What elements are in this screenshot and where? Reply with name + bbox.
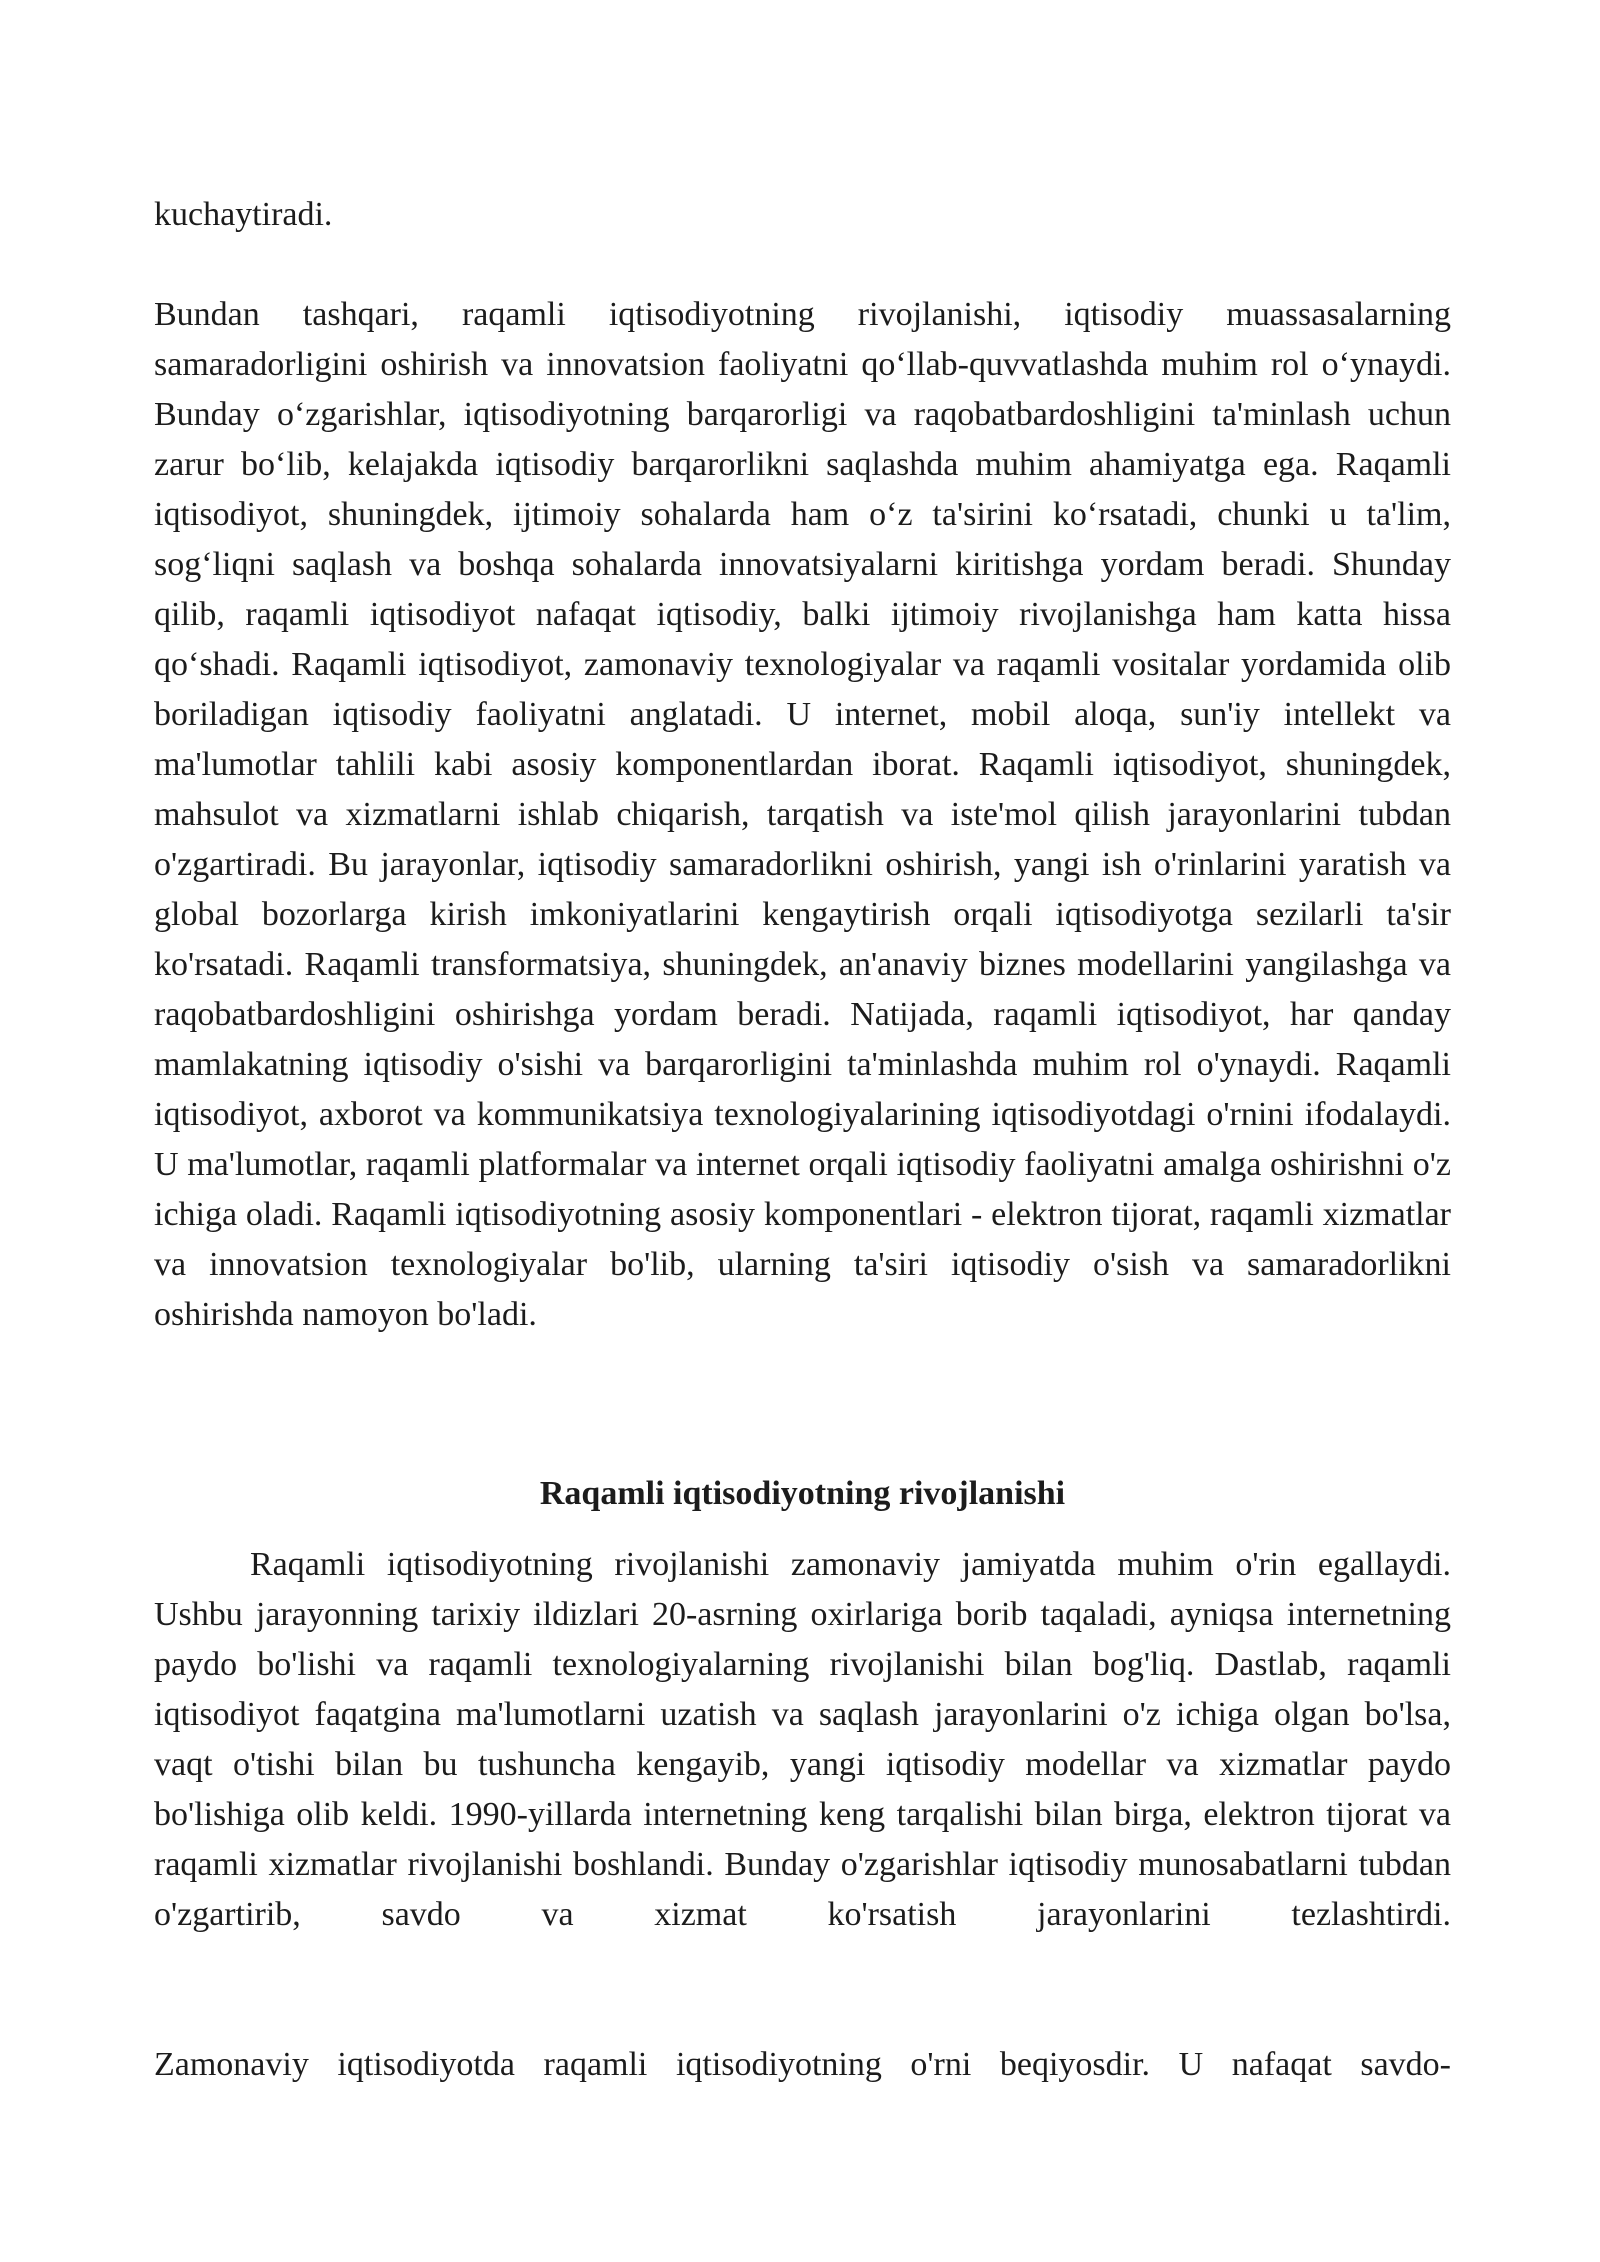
body-paragraph: Zamonaviy iqtisodiyotda raqamli iqtisodiyotning o'rni beqiyosdir. U nafaqat savdo- bbox=[154, 2046, 1451, 2083]
body-paragraph: Bundan tashqari, raqamli iqtisodiyotning rivojlanishi, iqtisodiy muassasalarning samaradorligini oshirish va innovatsion faoliyatni qo‘llab-quvvatlashda muhim rol o‘ynaydi. Bunday o‘zgarishlar, iqtisodiyotning barqarorligi va raqobatbardoshligini ta'minlash uchun zarur bo‘lib, kelajakda iqtisodiy barqarorlikni saqlashda muhim ahamiyatga ega. Raqamli iqtisodiyot, shuningdek, ijtimoiy sohalarda ham o‘z ta'sirini ko‘rsatadi, chunki u ta'lim, sog‘liqni saqlash va boshqa sohalarda innovatsiyalarni kiritishga yordam beradi. Shunday qilib, raqamli iqtisodiyot nafaqat iqtisodiy, balki ijtimoiy rivojlanishga ham katta hissa qo‘shadi. Raqamli iqtisodiyot, zamonaviy texnologiyalar va raqamli vositalar yordamida olib boriladigan iqtisodiy faoliyatni anglatadi. U internet, mobil aloqa, sun'iy intellekt va ma'lumotlar tahlili kabi asosiy komponentlardan iborat. Raqamli iqtisodiyot, shuningdek, mahsulot va xizmatlarni ishlab chiqarish, tarqatish va iste'mol qilish jarayonlarini tubdan o'zgartiradi. Bu jarayonlar, iqtisodiy samaradorlikni oshirish, yangi ish o'rinlarini yaratish va global bozorlarga kirish imkoniyatlarini kengaytirish orqali iqtisodiyotga sezilarli ta'sir ko'rsatadi. Raqamli transformatsiya, shuningdek, an'anaviy biznes modellarini yangilashga va raqobatbardoshligini oshirishga yordam beradi. Natijada, raqamli iqtisodiyot, har qanday mamlakatning iqtisodiy o'sishi va barqarorligini ta'minlashda muhim rol o'ynaydi. Raqamli iqtisodiyot, axborot va kommunikatsiya texnologiyalarining iqtisodiyotdagi o'rnini ifodalaydi. U ma'lumotlar, raqamli platformalar va internet orqali iqtisodiy faoliyatni amalga oshirishni o'z ichiga oladi. Raqamli iqtisodiyotning asosiy komponentlari - elektron tijorat, raqamli xizmatlar va innovatsion texnologiyalar bo'lib, ularning ta'siri iqtisodiy o'sish va samaradorlikni oshirishda namoyon bo'ladi. bbox=[154, 296, 1451, 1333]
continuation-line: kuchaytiradi. bbox=[154, 196, 333, 233]
section-heading: Raqamli iqtisodiyotning rivojlanishi bbox=[539, 1475, 1066, 1512]
body-paragraph: Raqamli iqtisodiyotning rivojlanishi zamonaviy jamiyatda muhim o'rin egallaydi. Ushbu jarayonning tarixiy ildizlari 20-asrning oxirlariga borib taqaladi, ayniqsa internetning paydo bo'lishi va raqamli texnologiyalarning rivojlanishi bilan bog'liq. Dastlab, raqamli iqtisodiyot faqatgina ma'lumotlarni uzatish va saqlash jarayonlarini o'z ichiga olgan bo'lsa, vaqt o'tishi bilan bu tushuncha kengayib, yangi iqtisodiy modellar va xizmatlar paydo bo'lishiga olib keldi. 1990-yillarda internetning keng tarqalishi bilan birga, elektron tijorat va raqamli xizmatlar rivojlanishi boshlandi. Bunday o'zgarishlar iqtisodiy munosabatlarni tubdan o'zgartirib, savdo va xizmat ko'rsatish jarayonlarini tezlashtirdi. bbox=[154, 1546, 1451, 1933]
